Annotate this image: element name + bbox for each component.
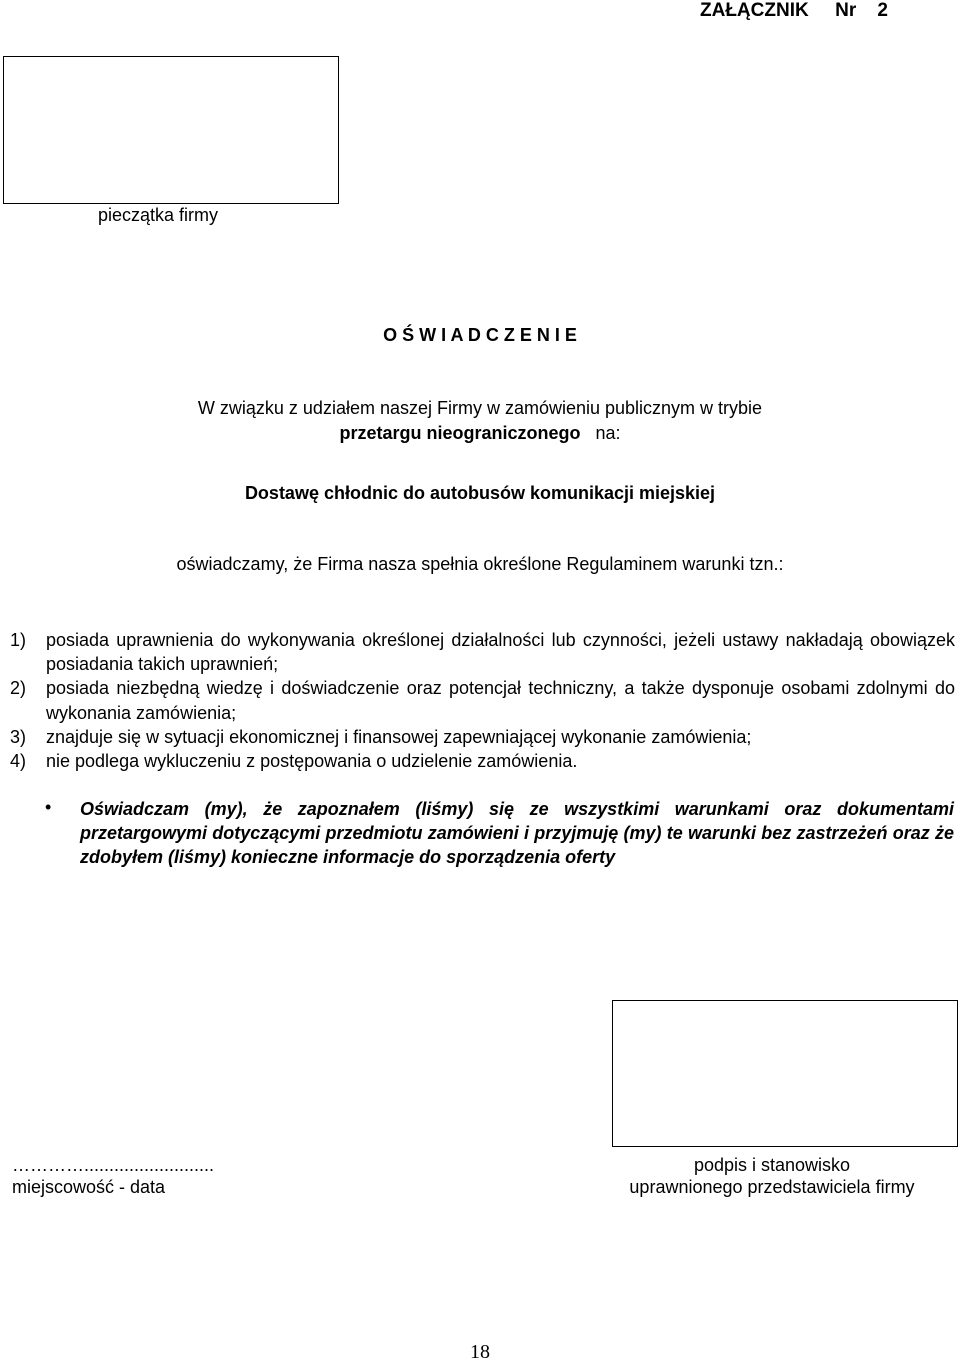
- declaration-text: oświadczamy, że Firma nasza spełnia określone Regulaminem warunki tzn.:: [176, 554, 784, 574]
- condition-text: nie podlega wykluczeniu z postępowania o udzielenie zamówienia.: [46, 751, 578, 772]
- intro-mode-line: [0, 423, 960, 444]
- signature-label-line2: uprawnionego przedstawiciela firmy: [629, 1177, 915, 1197]
- condition-text: posiada niezbędną wiedzę i doświadczenie oraz potencjał techniczny, a także dysponuje osobami zdolnymi do wykonania zamówienia;: [46, 678, 955, 723]
- document-title: O Ś W I A D C Z E N I E: [383, 325, 577, 345]
- condition-text: posiada uprawnienia do wykonywania określonej działalności lub czynności, jeżeli ustawy nakładają obowiązek posiadania takich uprawnień;: [46, 630, 955, 675]
- condition-number: 2): [10, 678, 27, 699]
- place-date-label: miejscowość - data: [12, 1177, 166, 1197]
- tender-mode: przetargu nieograniczonego: [339, 423, 581, 443]
- company-stamp-label: pieczątka firmy: [98, 205, 219, 225]
- condition-number: 3): [10, 726, 27, 747]
- conditions-list: [10, 628, 955, 773]
- place-date-dots: …………..........................: [12, 1155, 215, 1175]
- condition-number: 4): [10, 751, 27, 772]
- tender-mode-suffix: na:: [595, 423, 621, 443]
- condition-item: [10, 725, 955, 749]
- annex-heading: ZAŁĄCZNIK Nr 2: [700, 0, 888, 21]
- intro-line: W związku z udziałem naszej Firmy w zamówieniu publicznym w trybie: [197, 398, 763, 418]
- condition-item: [10, 676, 955, 724]
- contract-subject: Dostawę chłodnic do autobusów komunikacji miejskiej: [244, 483, 716, 503]
- company-stamp-box: [3, 56, 339, 204]
- page-number: 18: [470, 1341, 490, 1363]
- condition-item: [10, 628, 955, 676]
- acceptance-statement: Oświadczam (my), że zapoznałem (liśmy) się ze wszystkimi warunkami oraz dokumentami przetargowymi dotyczącymi przedmiotu zamówieni i przyjmuję (my) te warunki bez zastrzeżeń oraz że zdobyłem (liśmy) konieczne informacje do sporządzenia oferty: [80, 799, 954, 868]
- condition-text: znajduje się w sytuacji ekonomicznej i finansowej zapewniającej wykonanie zamówienia;: [46, 726, 752, 747]
- signature-box: [612, 1000, 958, 1147]
- bullet-icon: •: [45, 797, 52, 817]
- condition-number: 1): [10, 630, 27, 650]
- condition-item: [10, 749, 955, 773]
- signature-label-line1: podpis i stanowisko: [693, 1155, 851, 1175]
